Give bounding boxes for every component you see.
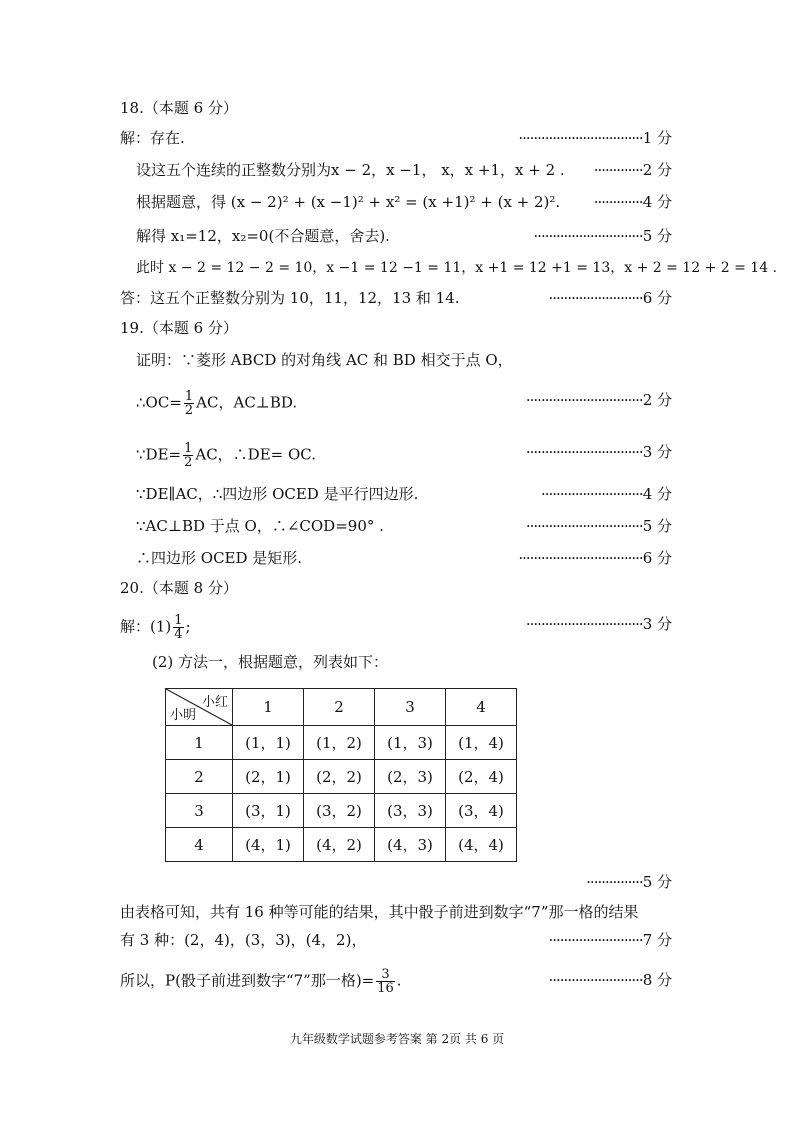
- table-row: [166, 760, 517, 794]
- q19-score-3: ·······························3 分: [525, 443, 672, 461]
- q18-score-2: ·············2 分: [593, 161, 672, 179]
- table-cell: (2，1): [233, 760, 304, 794]
- table-cell: (3，3): [375, 794, 446, 828]
- row-header: 3: [166, 794, 233, 828]
- fraction-three-sixteenths: $\frac{3}{16}$: [377, 967, 394, 996]
- table-cell: (1，4): [446, 726, 517, 760]
- corner-label-xiaohong: 小红: [201, 695, 228, 710]
- table-row: [166, 794, 517, 828]
- q20-line-2: (2) 方法一，根据题意，列表如下：: [152, 653, 389, 671]
- table-cell: (4，4): [446, 828, 517, 862]
- fraction-one-quarter: $\frac{1}{4}$: [174, 613, 183, 642]
- q20-score-4: ·························7 分: [548, 931, 672, 949]
- column-header: 3: [375, 689, 446, 726]
- q20-line-1: 解：(1) $\frac{1}{4}$ ;: [120, 613, 191, 642]
- table-header-row: [166, 689, 517, 726]
- q18-score-6: ·························6 分: [548, 289, 672, 307]
- q18-line-2: 设这五个连续的正整数分别为x − 2，x −1， x，x +1，x + 2 .: [136, 161, 565, 179]
- q18-score-1: ·································1 分: [518, 129, 672, 147]
- q20-line-4: 有 3 种：(2，4)，(3，3)，(4，2)，: [120, 931, 367, 949]
- fraction-one-half: $\frac{1}{2}$: [184, 389, 194, 418]
- q18-header: 18.（本题 6 分）: [120, 99, 238, 117]
- column-header: 1: [233, 689, 304, 726]
- table-cell: (2，4): [446, 760, 517, 794]
- table-row: [166, 828, 517, 862]
- q18-line-4: 解得 x₁=12，x₂=0(不合题意，舍去).: [136, 227, 390, 245]
- q19-score-5: ·······························5 分: [525, 517, 672, 535]
- corner-label-xiaoming: 小明: [170, 708, 197, 723]
- q19-score-4: ···························4 分: [540, 485, 672, 503]
- row-header: 4: [166, 828, 233, 862]
- table-cell: (4，1): [233, 828, 304, 862]
- q18-score-4: ·····························5 分: [533, 227, 672, 245]
- q19-line-4: ∵DE∥AC，∴四边形 OCED 是平行四边形.: [136, 485, 419, 503]
- table-row: [166, 726, 517, 760]
- q19-score-2: ·······························2 分: [525, 391, 672, 409]
- page-footer: 九年级数学试题参考答案 第 2页 共 6 页: [289, 1032, 505, 1046]
- outcome-table: [165, 688, 517, 862]
- table-corner-cell: [166, 689, 233, 726]
- column-header: 2: [304, 689, 375, 726]
- table-cell: (1，1): [233, 726, 304, 760]
- q18-line-6: 答：这五个正整数分别为 10，11，12，13 和 14.: [120, 289, 460, 307]
- q18-line-3: 根据题意，得 (x − 2)² + (x −1)² + x² = (x +1)² + (x + 2)².: [136, 193, 561, 211]
- q20-header: 20.（本题 8 分）: [120, 579, 238, 597]
- row-header: 2: [166, 760, 233, 794]
- q19-header: 19.（本题 6 分）: [120, 319, 238, 337]
- q18-score-3: ·············4 分: [593, 193, 672, 211]
- q18-line-5: 此时 x − 2 = 12 − 2 = 10，x −1 = 12 −1 = 11，x +1 = 12 +1 = 13，x + 2 = 12 + 2 = 14 .: [136, 260, 777, 276]
- q19-score-6: ·································6 分: [518, 549, 672, 567]
- q20-line-5: 所以，P(骰子前进到数字“7”那一格)= $\frac{3}{16}$ .: [120, 967, 402, 996]
- row-header: 1: [166, 726, 233, 760]
- q20-score-5: ·························8 分: [548, 971, 672, 989]
- table-cell: (3，1): [233, 794, 304, 828]
- q20-score-2: ···············5 分: [586, 873, 672, 891]
- q19-line-1: 证明：∵菱形 ABCD 的对角线 AC 和 BD 相交于点 O，: [136, 351, 513, 369]
- fraction-one-half: $\frac{1}{2}$: [184, 441, 193, 470]
- table-cell: (4，3): [375, 828, 446, 862]
- table-cell: (1，3): [375, 726, 446, 760]
- table-cell: (1，2): [304, 726, 375, 760]
- table-cell: (2，2): [304, 760, 375, 794]
- q20-line-3: 由表格可知，共有 16 种等可能的结果，其中骰子前进到数字“7”那一格的结果: [120, 903, 639, 921]
- table-cell: (2，3): [375, 760, 446, 794]
- table-cell: (3，2): [304, 794, 375, 828]
- column-header: 4: [446, 689, 517, 726]
- q19-line-5: ∵AC⊥BD 于点 O，∴∠COD=90° .: [136, 517, 384, 535]
- table-cell: (3，4): [446, 794, 517, 828]
- q19-line-6: ∴四边形 OCED 是矩形.: [136, 549, 303, 567]
- q19-line-3: ∵DE= $\frac{1}{2}$ AC，∴DE= OC.: [136, 441, 317, 470]
- table-cell: (4，2): [304, 828, 375, 862]
- q20-score-1: ·······························3 分: [525, 615, 672, 633]
- q19-line-2: ∴OC= $\frac{1}{2}$ AC，AC⊥BD.: [136, 389, 298, 418]
- q18-line-1: 解：存在.: [120, 129, 185, 147]
